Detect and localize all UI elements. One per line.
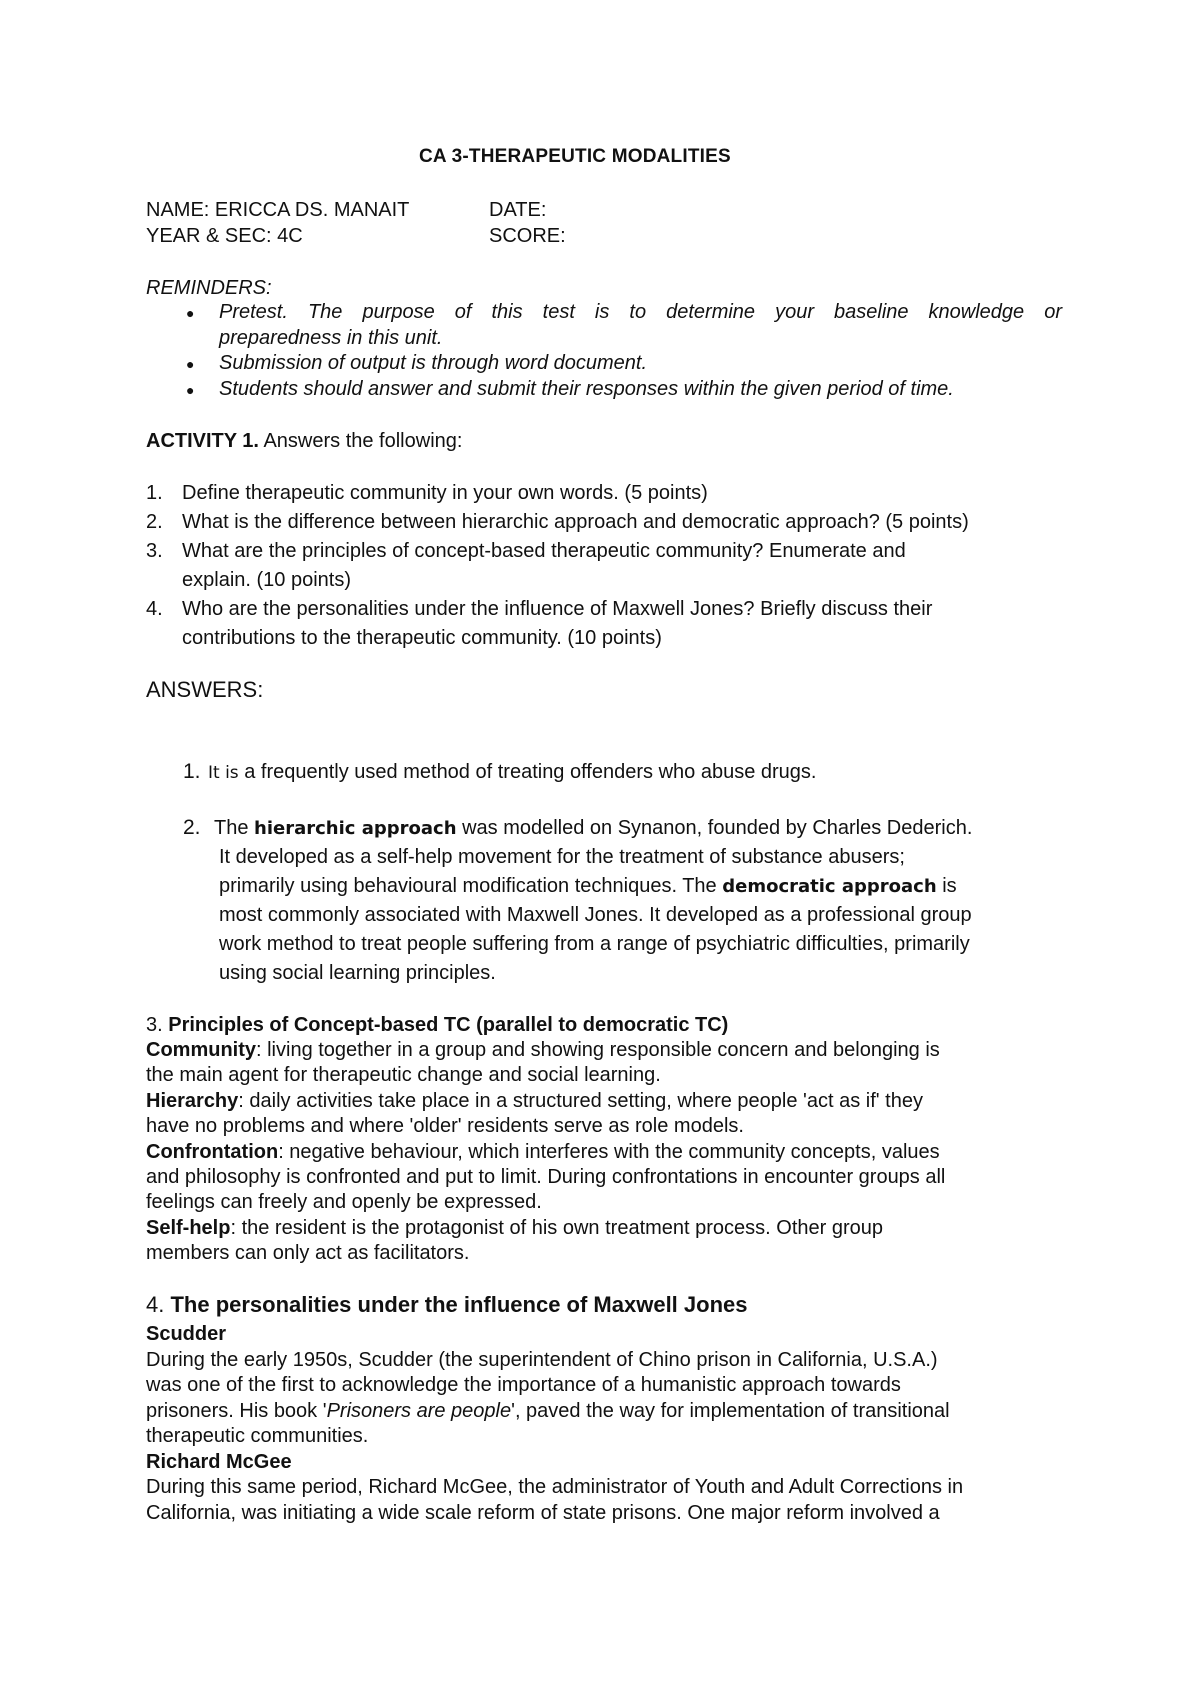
question-3-number: 3. — [146, 540, 163, 562]
answer-4-heading — [146, 1291, 748, 1319]
question-4-number: 4. — [146, 598, 163, 620]
answer-2-line-3 — [219, 873, 957, 900]
hierarchy-term: Hierarchy — [146, 1090, 239, 1112]
community-line-2: the main agent for therapeutic change and social learning. — [146, 1064, 661, 1086]
answer-4-number: 4. — [146, 1292, 165, 1317]
answer-1-body: a frequently used method of treating offenders who abuse drugs. — [238, 761, 817, 783]
reminders-label: REMINDERS: — [146, 277, 272, 299]
activity-label: ACTIVITY 1. — [146, 430, 259, 452]
year-section-field: YEAR & SEC: 4C — [146, 225, 303, 247]
bullet-icon: ● — [186, 382, 195, 398]
activity-instruction: Answers the following: — [259, 430, 463, 452]
activity-heading — [146, 428, 462, 454]
scudder-line-4: therapeutic communities. — [146, 1425, 369, 1447]
scudder-line-1: During the early 1950s, Scudder (the superintendent of Chino prison in California, U.S.A.) — [146, 1349, 938, 1371]
confrontation-term: Confrontation — [146, 1141, 279, 1163]
question-2-number: 2. — [146, 511, 163, 533]
answers-label: ANSWERS: — [146, 677, 264, 702]
scudder-line-3-pre: prisoners. His book ' — [146, 1400, 327, 1422]
answer-2-line-6: using social learning principles. — [219, 962, 496, 984]
answer-2-line-2: It developed as a self-help movement for the treatment of substance abusers; — [219, 846, 905, 868]
selfhelp-line-2: members can only act as facilitators. — [146, 1242, 470, 1264]
mcgee-name: Richard McGee — [146, 1451, 292, 1473]
hierarchic-approach-term: hierarchic approach — [254, 818, 457, 839]
selfhelp-text-1: : the resident is the protagonist of his own treatment process. Other group — [230, 1217, 884, 1239]
mcgee-line-2: California, was initiating a wide scale reform of state prisons. One major reform involved a — [146, 1502, 940, 1524]
answer-3-number: 3. — [146, 1014, 163, 1036]
reminder-3: Students should answer and submit their responses within the given period of time. — [219, 378, 954, 400]
community-line-1 — [146, 1037, 940, 1063]
question-4-line-2: contributions to the therapeutic community. (10 points) — [182, 627, 662, 649]
name-field: NAME: ERICCA DS. MANAIT — [146, 199, 410, 221]
confrontation-line-2: and philosophy is confronted and put to limit. During confrontations in encounter groups all — [146, 1166, 946, 1188]
bullet-icon: ● — [186, 305, 195, 321]
bullet-icon: ● — [186, 356, 195, 372]
document-title: CA 3-THERAPEUTIC MODALITIES — [419, 146, 731, 167]
confrontation-text-1: : negative behaviour, which interferes with the community concepts, values — [278, 1141, 940, 1163]
answer-1-text — [208, 759, 816, 786]
reminder-2: Submission of output is through word document. — [219, 352, 648, 374]
question-3-line-1: What are the principles of concept-based therapeutic community? Enumerate and — [182, 540, 906, 562]
date-field: DATE: — [489, 199, 547, 221]
community-text-1: : living together in a group and showing responsible concern and belonging is — [256, 1039, 940, 1061]
question-3-line-2: explain. (10 points) — [182, 569, 351, 591]
answer-3-title: Principles of Concept-based TC (parallel to democratic TC) — [162, 1014, 729, 1036]
scudder-name: Scudder — [146, 1323, 227, 1345]
scudder-line-3 — [146, 1398, 950, 1424]
community-term: Community — [146, 1039, 256, 1061]
selfhelp-term: Self-help — [146, 1217, 231, 1239]
democratic-approach-term: democratic approach — [722, 876, 937, 897]
answer-2-line-1-post: was modelled on Synanon, founded by Charles Dederich. — [456, 817, 973, 839]
answer-2-line-1 — [214, 815, 972, 842]
question-1-number: 1. — [146, 482, 163, 504]
answer-1-number: 1. — [183, 760, 201, 783]
answer-2-number: 2. — [183, 816, 201, 839]
answer-3-heading — [146, 1012, 728, 1038]
answer-4-title: The personalities under the influence of Maxwell Jones — [164, 1292, 748, 1317]
answer-2-line-3-post: is — [936, 875, 957, 897]
answer-1-lead: It is — [208, 763, 239, 783]
question-1-line-1: Define therapeutic community in your own words. (5 points) — [182, 482, 708, 504]
scudder-line-2: was one of the first to acknowledge the importance of a humanistic approach towards — [146, 1374, 901, 1396]
hierarchy-text-1: : daily activities take place in a structured setting, where people 'act as if' they — [238, 1090, 923, 1112]
selfhelp-line-1 — [146, 1215, 883, 1241]
score-field: SCORE: — [489, 225, 566, 247]
answer-2-line-1-pre: The — [214, 817, 255, 839]
reminder-1-line-1: Pretest. The purpose of this test is to determine your baseline knowledge or — [219, 301, 1062, 323]
reminder-1-line-2: preparedness in this unit. — [219, 327, 443, 349]
scudder-line-3-post: ', paved the way for implementation of transitional — [511, 1400, 950, 1422]
hierarchy-line-1 — [146, 1088, 923, 1114]
book-title: Prisoners are people — [326, 1400, 512, 1422]
confrontation-line-3: feelings can freely and openly be expressed. — [146, 1191, 542, 1213]
confrontation-line-1 — [146, 1139, 940, 1165]
hierarchy-line-2: have no problems and where 'older' residents serve as role models. — [146, 1115, 744, 1137]
question-2-line-1: What is the difference between hierarchic approach and democratic approach? (5 points) — [182, 511, 969, 533]
question-4-line-1: Who are the personalities under the influence of Maxwell Jones? Briefly discuss their — [182, 598, 933, 620]
mcgee-line-1: During this same period, Richard McGee, the administrator of Youth and Adult Corrections in — [146, 1476, 964, 1498]
answer-2-line-3-pre: primarily using behavioural modification techniques. The — [219, 875, 723, 897]
answer-2-line-4: most commonly associated with Maxwell Jones. It developed as a professional group — [219, 904, 972, 926]
answer-2-line-5: work method to treat people suffering from a range of psychiatric difficulties, primarily — [219, 933, 970, 955]
